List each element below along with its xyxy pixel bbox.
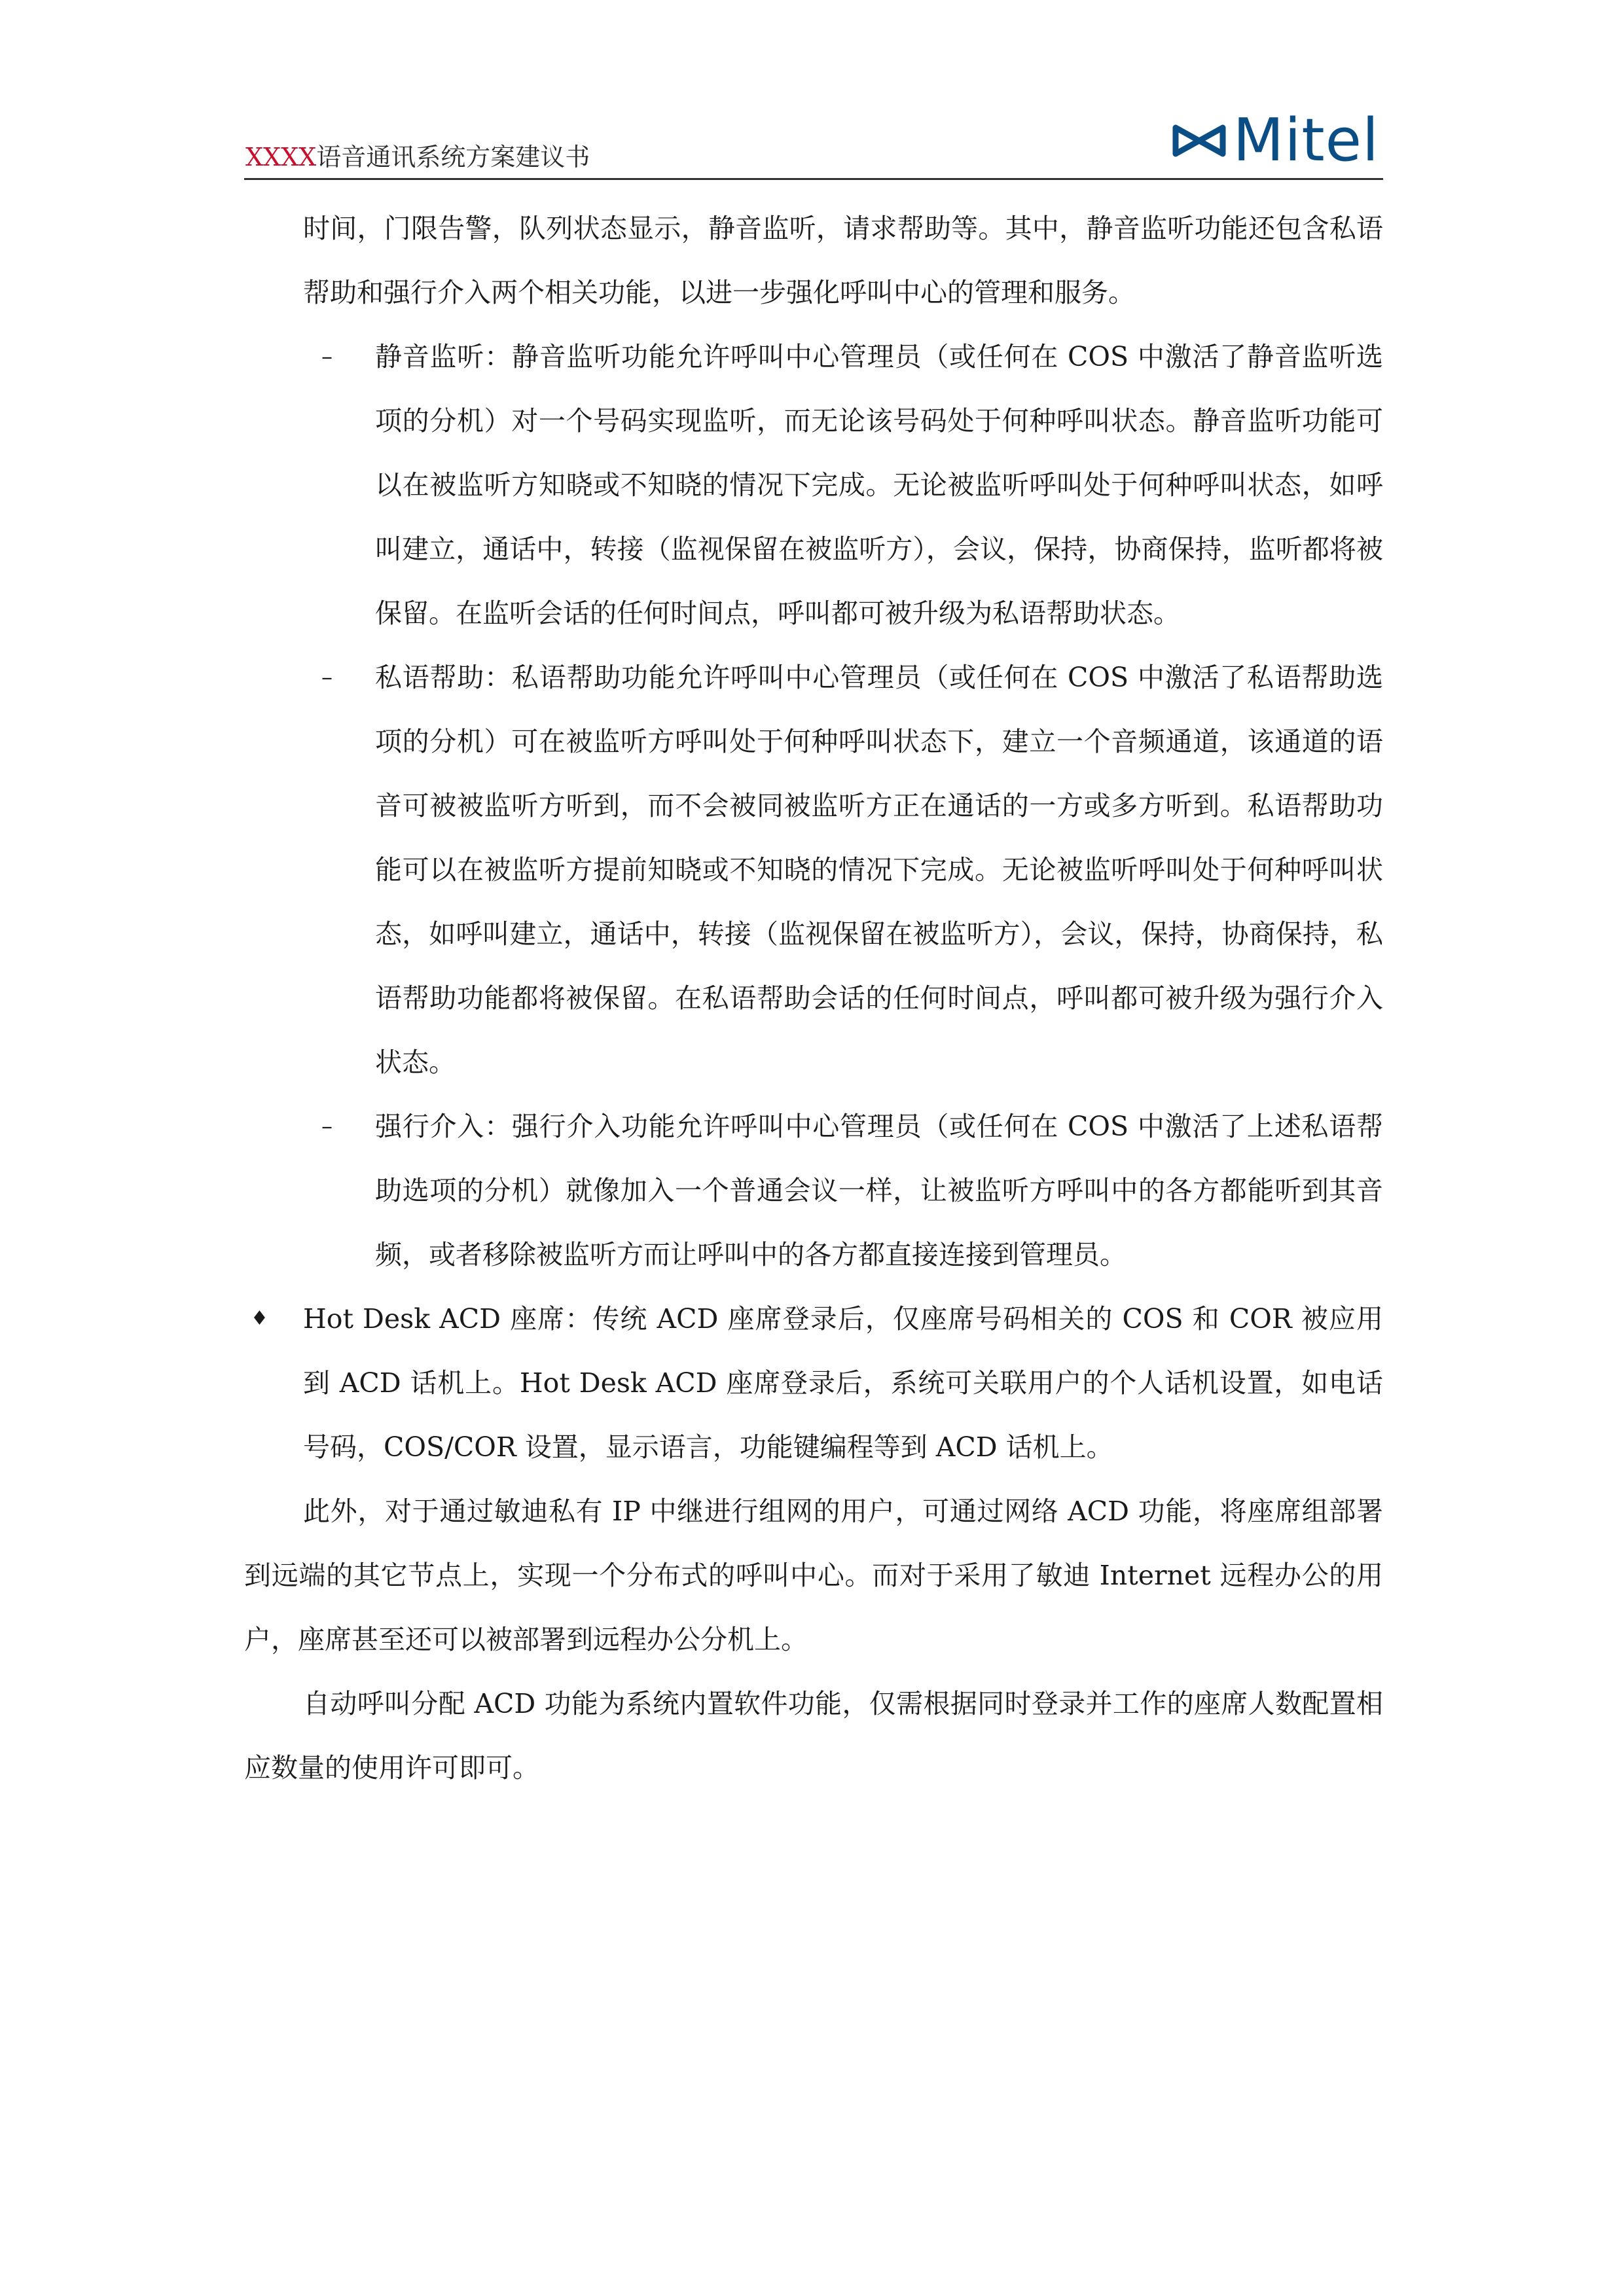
dash-marker: – (321, 1113, 333, 1139)
document-title-text: 语音通讯系统方案建议书 (316, 143, 590, 171)
document-title (245, 144, 590, 170)
sub-item-whisper-help (244, 645, 1383, 1094)
dash-marker: – (321, 664, 333, 691)
page-header (244, 105, 1383, 180)
document-code: XXXX (245, 143, 317, 171)
dash-marker: – (321, 344, 333, 370)
bullet-hot-desk-acd (244, 1287, 1383, 1479)
sub-item-silent-monitor (244, 325, 1383, 645)
logo-wordmark: Mitel (1233, 106, 1379, 175)
paragraph-network-acd: 此外，对于通过敏迪私有 IP 中继进行组网的用户，可通过网络 ACD 功能，将座席组部署到远端的其它节点上，实现一个分布式的呼叫中心。而对于采用了敏迪 Internet 远程办公的用户，座席甚至还可以被部署到远程办公分机上。 (244, 1496, 1383, 1655)
mitel-logo-icon (1172, 124, 1227, 158)
sub-item-text: 静音监听：静音监听功能允许呼叫中心管理员（或任何在 COS 中激活了静音监听选项的分机）对一个号码实现监听，而无论该号码处于何种呼叫状态。静音监听功能可以在被监听方知晓或不知晓的情况下完成。无论被监听呼叫处于何种呼叫状态，如呼叫建立，通话中，转接（监视保留在被监听方），会议，保持，协商保持，监听都将被保留。在监听会话的任何时间点，呼叫都可被升级为私语帮助状态。 (375, 341, 1383, 629)
intro-paragraph: 时间，门限告警，队列状态显示，静音监听，请求帮助等。其中，静音监听功能还包含私语帮助和强行介入两个相关功能，以进一步强化呼叫中心的管理和服务。 (303, 213, 1383, 308)
sub-item-text: 强行介入：强行介入功能允许呼叫中心管理员（或任何在 COS 中激活了上述私语帮助选项的分机）就像加入一个普通会议一样，让被监听方呼叫中的各方都能听到其音频，或者移除被监听方而让呼叫中的各方都直接连接到管理员。 (375, 1111, 1383, 1270)
paragraph-acd-license: 自动呼叫分配 ACD 功能为系统内置软件功能，仅需根据同时登录并工作的座席人数配置相应数量的使用许可即可。 (244, 1688, 1383, 1784)
bullet-text: Hot Desk ACD 座席：传统 ACD 座席登录后，仅座席号码相关的 COS 和 COR 被应用到 ACD 话机上。Hot Desk ACD 座席登录后，系统可关联用户的个人话机设置，如电话号码，COS/COR 设置，显示语言，功能键编程等到 ACD 话机上。 (303, 1303, 1383, 1463)
document-body (244, 196, 1383, 1800)
diamond-bullet-icon: ♦ (251, 1307, 268, 1330)
mitel-logo (1172, 106, 1379, 175)
sub-item-text: 私语帮助：私语帮助功能允许呼叫中心管理员（或任何在 COS 中激活了私语帮助选项的分机）可在被监听方呼叫处于何种呼叫状态下，建立一个音频通道，该通道的语音可被被监听方听到，而不会被同被监听方正在通话的一方或多方听到。私语帮助功能可以在被监听方提前知晓或不知晓的情况下完成。无论被监听呼叫处于何种呼叫状态，如呼叫建立，通话中，转接（监视保留在被监听方），会议，保持，协商保持，私语帮助功能都将被保留。在私语帮助会话的任何时间点，呼叫都可被升级为强行介入状态。 (375, 662, 1383, 1078)
sub-item-barge-in (244, 1094, 1383, 1287)
